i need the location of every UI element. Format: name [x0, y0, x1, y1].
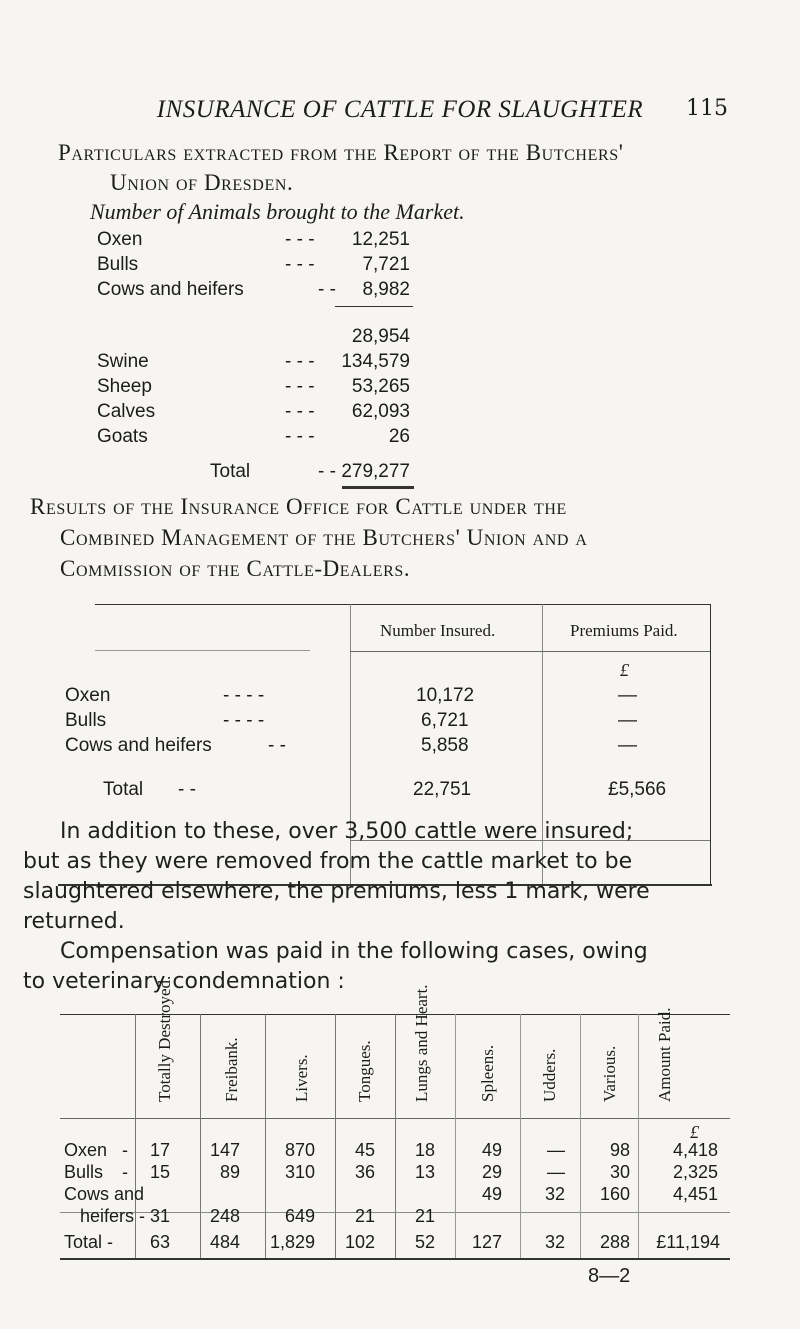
s3-label-heifers: heifers - — [80, 1206, 146, 1226]
paragraph1-line4: returned. — [23, 909, 125, 934]
s1-dashes-bulls: - - - — [285, 254, 315, 275]
s1-total-value: 279,277 — [341, 461, 410, 482]
s1-label-cows: Cows and heifers — [97, 279, 244, 300]
s3-total-livers: 1,829 — [269, 1232, 315, 1252]
header-various: Various. — [600, 1045, 619, 1102]
s3-label-bulls: Bulls — [64, 1162, 104, 1182]
s3-oxen-tongues: 45 — [354, 1140, 375, 1160]
running-head — [0, 96, 800, 124]
section1-title-line2: Union of Dresden. — [110, 170, 294, 195]
s2-total-label: Total — [103, 779, 144, 800]
paragraph1-line1: In addition to these, over 3,500 cattle were insured; — [60, 819, 634, 844]
s2-dashes-cows: - - — [268, 735, 286, 756]
s3-total-udders: 32 — [544, 1232, 565, 1252]
header-lungs-heart: Lungs and Heart. — [412, 984, 431, 1102]
s3-bulls-various: 30 — [609, 1162, 630, 1182]
s3-cows-lungs: 21 — [414, 1206, 435, 1226]
s1-value-goats: 26 — [388, 426, 410, 447]
section1-subtitle: Number of Animals brought to the Market. — [90, 199, 465, 224]
s3-oxen-amount: 4,418 — [672, 1140, 718, 1160]
s3-cows-udders: 32 — [544, 1184, 565, 1204]
header-amount-paid: Amount Paid. — [655, 1007, 674, 1102]
s1-subtotal: 28,954 — [351, 326, 410, 347]
header-tongues: Tongues. — [355, 1040, 374, 1102]
paragraph1-line2: but as they were removed from the cattle market to be — [23, 849, 633, 874]
s3-bulls-udders: — — [547, 1162, 565, 1182]
paragraph2-line1: Compensation was paid in the following cases, owing — [60, 939, 648, 964]
s2-number-oxen: 10,172 — [416, 685, 475, 706]
col-number-insured: Number Insured. — [380, 621, 496, 640]
subtotal-rule — [335, 306, 413, 307]
amount-currency: £ — [690, 1122, 699, 1142]
header-udders: Udders. — [540, 1048, 559, 1102]
s2-number-bulls: 6,721 — [421, 710, 469, 731]
s1-value-sheep: 53,265 — [351, 376, 410, 397]
header-totally-destroyed: Totally Destroyed. — [155, 975, 174, 1102]
s3-total-spleens: 127 — [471, 1232, 502, 1252]
s1-value-swine: 134,579 — [341, 351, 410, 372]
s1-label-goats: Goats — [97, 426, 148, 447]
s1-value-oxen: 12,251 — [351, 229, 410, 250]
s3-cows-freibank: 248 — [209, 1206, 240, 1226]
s1-label-swine: Swine — [97, 351, 149, 372]
section1-title-line1: Particulars extracted from the Report of the Butchers' — [58, 140, 624, 165]
s1-total-dashes: - - — [318, 461, 336, 482]
signature-mark: 8—2 — [588, 1265, 631, 1287]
s3-total-amount: £11,194 — [656, 1232, 720, 1252]
header-livers: Livers. — [292, 1054, 311, 1102]
s2-total-dashes: - - — [178, 779, 196, 800]
s3-total-label: Total - — [64, 1232, 114, 1252]
s2-premium-cows: — — [618, 735, 637, 756]
s3-oxen-lungs: 18 — [414, 1140, 435, 1160]
s2-label-oxen: Oxen — [65, 685, 111, 706]
s3-label-cows: Cows and — [64, 1184, 145, 1204]
s3-oxen-spleens: 49 — [481, 1140, 502, 1160]
s3-oxen-livers: 870 — [284, 1140, 315, 1160]
paragraph2-line2: to veterinary condemnation : — [23, 969, 345, 994]
s2-premium-oxen: — — [618, 685, 637, 706]
s1-dashes-sheep: - - - — [285, 376, 315, 397]
s3-total-tongues: 102 — [344, 1232, 375, 1252]
s2-total-number: 22,751 — [413, 779, 472, 800]
s3-bulls-totally: 15 — [149, 1162, 170, 1182]
header-spleens: Spleens. — [478, 1044, 497, 1102]
paragraph1-line3: slaughtered elsewhere, the premiums, less 1 mark, were — [23, 879, 650, 904]
header-freibank: Freibank. — [222, 1037, 241, 1102]
s2-premium-bulls: — — [618, 710, 637, 731]
s1-label-oxen: Oxen — [97, 229, 143, 250]
s1-dashes-goats: - - - — [285, 426, 315, 447]
s2-label-cows: Cows and heifers — [65, 735, 212, 756]
s2-number-cows: 5,858 — [421, 735, 469, 756]
s1-label-sheep: Sheep — [97, 376, 152, 397]
s3-dash-oxen: - — [122, 1140, 128, 1160]
s1-label-bulls: Bulls — [97, 254, 139, 275]
s3-cows-various: 160 — [599, 1184, 630, 1204]
s1-dashes-cows: - - — [318, 279, 336, 300]
s3-bulls-spleens: 29 — [481, 1162, 502, 1182]
s2-total-premium: £5,566 — [608, 779, 667, 800]
s3-total-totally: 63 — [149, 1232, 170, 1252]
s1-dashes-calves: - - - — [285, 401, 315, 422]
s3-cows-tongues: 21 — [354, 1206, 375, 1226]
s3-bulls-amount: 2,325 — [672, 1162, 718, 1182]
running-head-title: INSURANCE OF CATTLE FOR SLAUGHTER — [156, 96, 644, 123]
s3-dash-bulls: - — [122, 1162, 128, 1182]
s3-total-freibank: 484 — [209, 1232, 240, 1252]
s3-cows-amount: 4,451 — [672, 1184, 718, 1204]
s2-dashes-bulls: - - - - — [223, 710, 265, 731]
s1-value-cows: 8,982 — [362, 279, 410, 300]
s1-value-bulls: 7,721 — [362, 254, 410, 275]
s3-bulls-lungs: 13 — [414, 1162, 435, 1182]
s1-value-calves: 62,093 — [351, 401, 410, 422]
s3-cows-spleens: 49 — [481, 1184, 502, 1204]
s1-total-label: Total — [210, 461, 251, 482]
s1-label-calves: Calves — [97, 401, 156, 422]
s3-bulls-livers: 310 — [284, 1162, 315, 1182]
s2-dashes-oxen: - - - - — [223, 685, 265, 706]
s3-bulls-tongues: 36 — [354, 1162, 375, 1182]
s3-label-oxen: Oxen — [64, 1140, 108, 1160]
page-number: 115 — [686, 96, 728, 121]
s1-dashes-oxen: - - - — [285, 229, 315, 250]
s3-oxen-various: 98 — [609, 1140, 630, 1160]
s3-total-lungs: 52 — [414, 1232, 435, 1252]
s2-label-bulls: Bulls — [65, 710, 107, 731]
col-premiums-paid: Premiums Paid. — [570, 621, 678, 640]
s3-oxen-totally: 17 — [149, 1140, 170, 1160]
s3-bulls-freibank: 89 — [219, 1162, 240, 1182]
section2-title-line2: Combined Management of the Butchers' Union and a — [60, 525, 588, 550]
s1-dashes-swine: - - - — [285, 351, 315, 372]
premium-currency: £ — [620, 660, 629, 680]
s3-oxen-freibank: 147 — [209, 1140, 240, 1160]
section2-title-line1: Results of the Insurance Office for Cattle under the — [30, 494, 567, 519]
s3-total-various: 288 — [599, 1232, 630, 1252]
s3-oxen-udders: — — [547, 1140, 565, 1160]
section2-title-line3: Commission of the Cattle-Dealers. — [60, 556, 411, 581]
total-rule — [342, 486, 414, 489]
s3-cows-livers: 649 — [284, 1206, 315, 1226]
s3-cows-totally: 31 — [149, 1206, 170, 1226]
